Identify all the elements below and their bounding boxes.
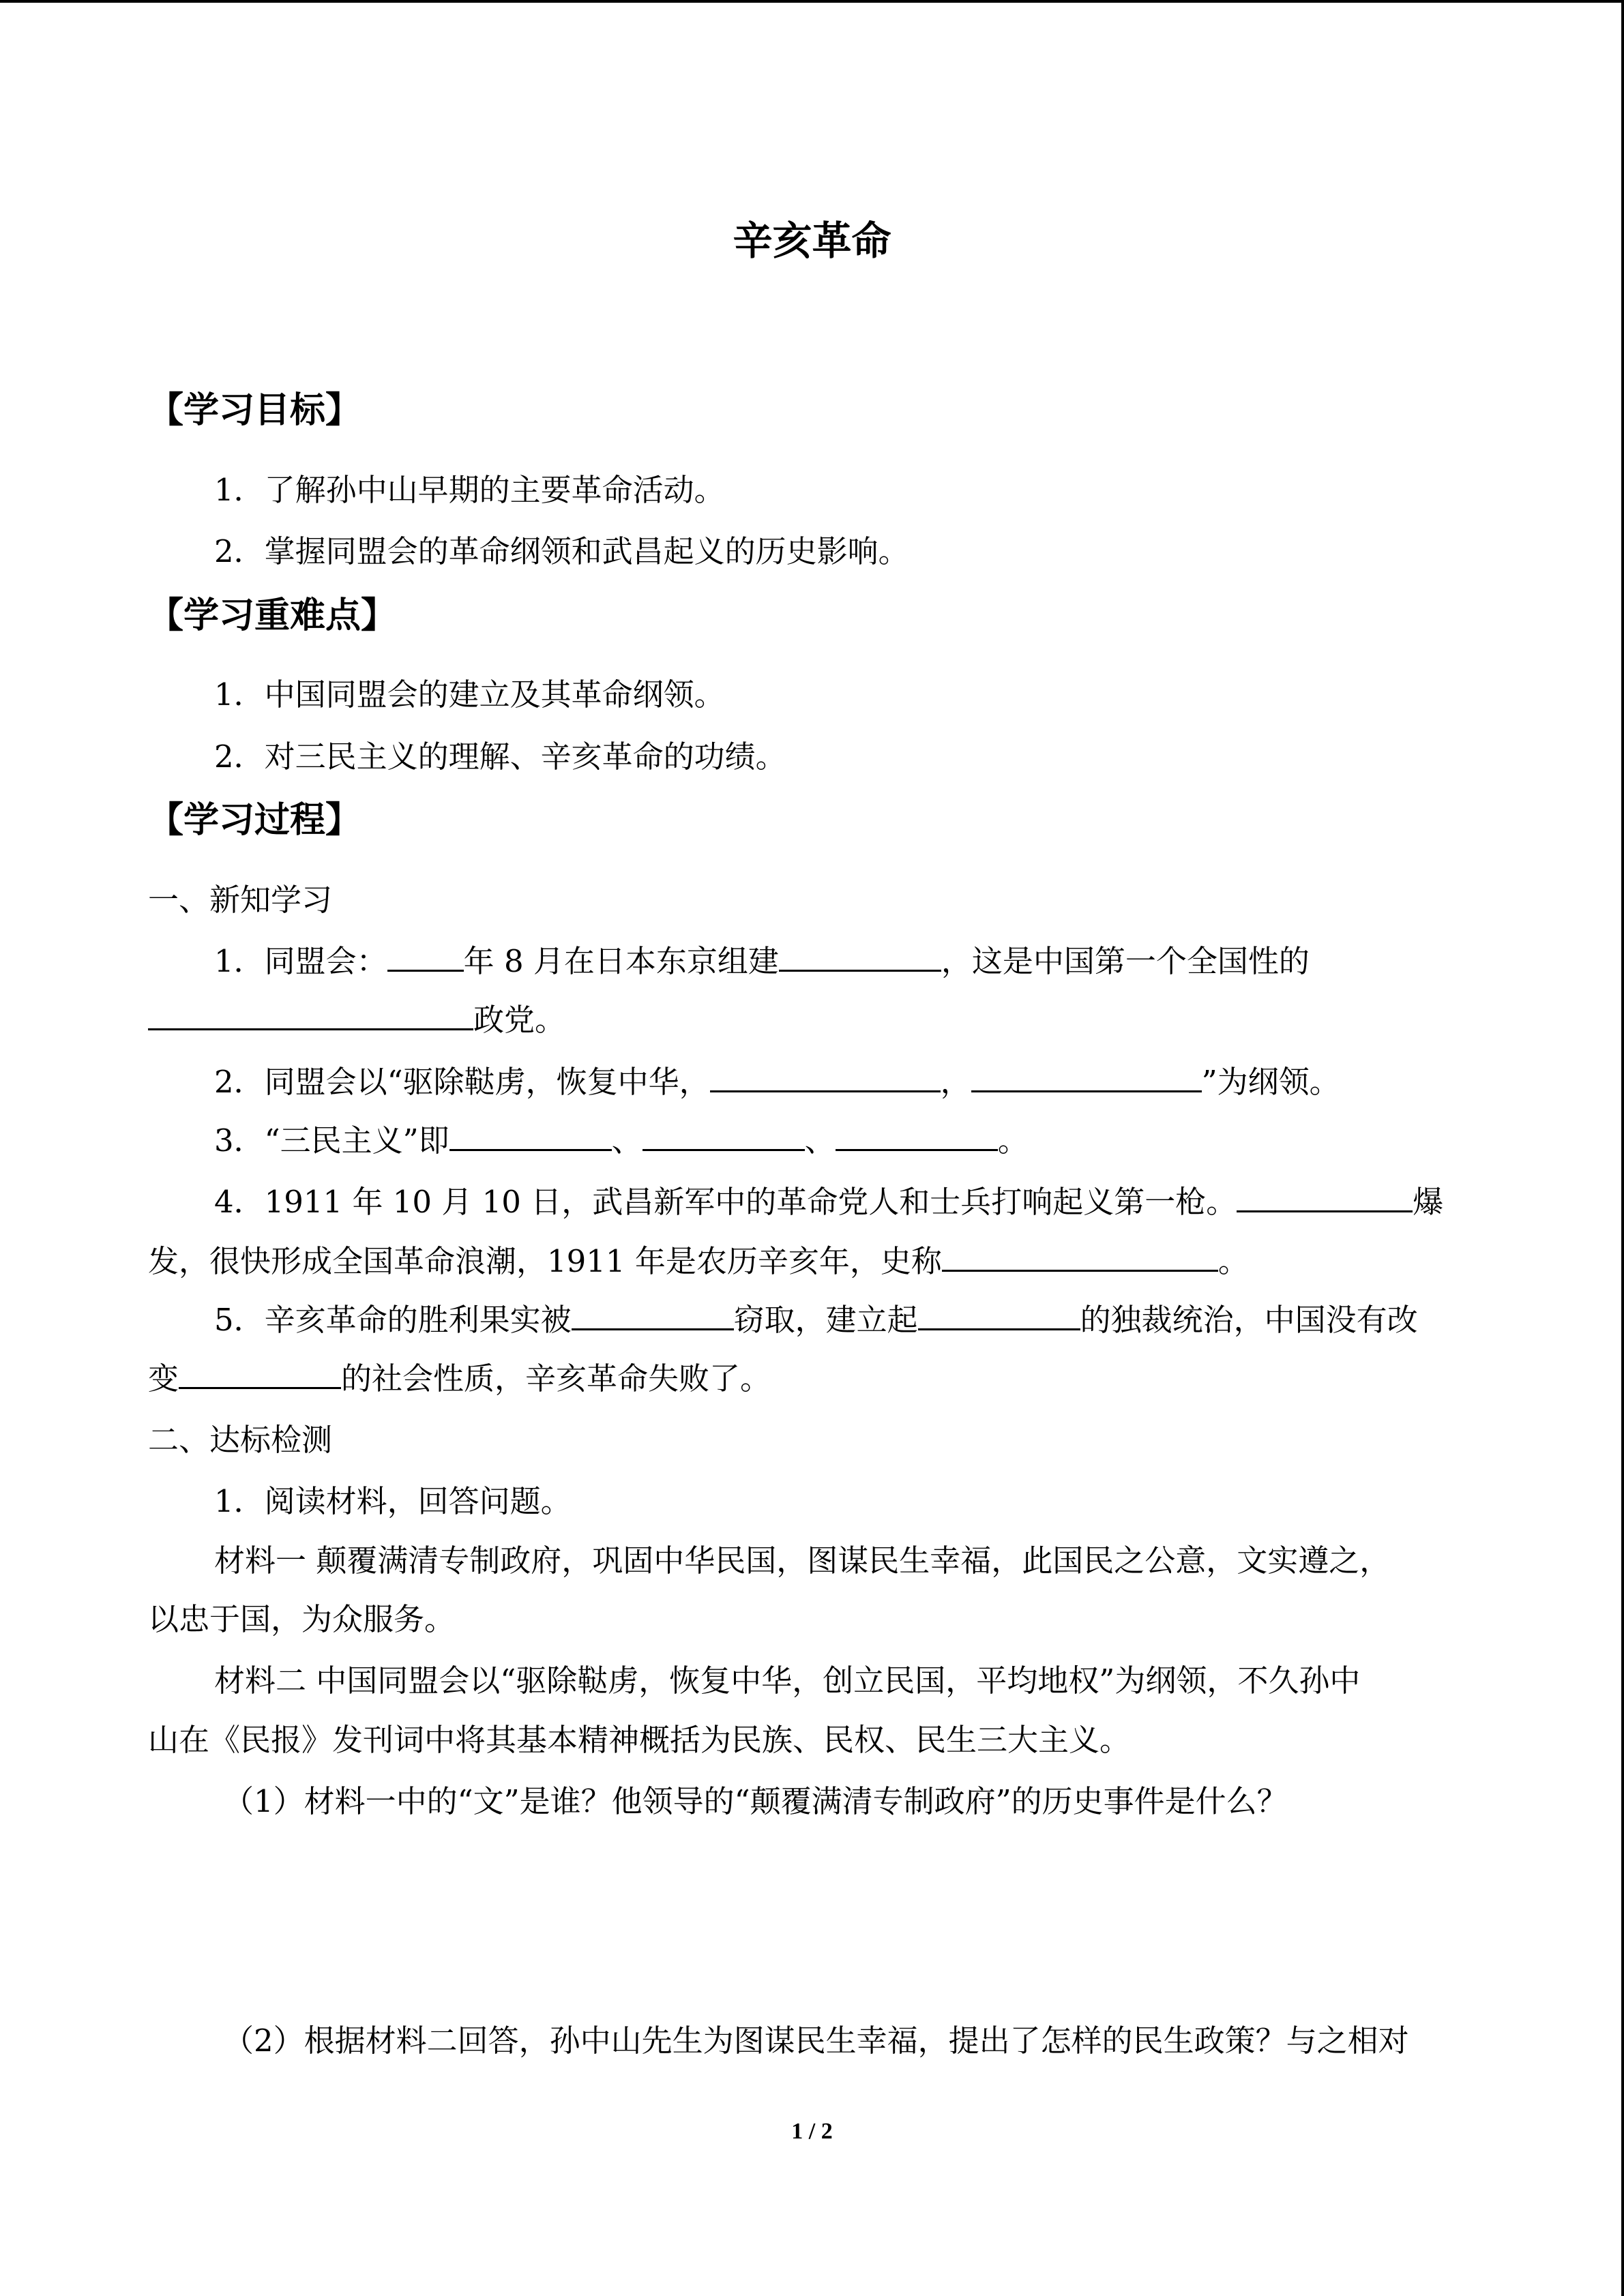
q4-text: 4．1911 年 10 月 10 日，武昌新军中的革命党人和士兵打响起义第一枪。: [214, 1184, 1237, 1220]
question-1-line-1: [214, 942, 1310, 981]
keypoint-item: 2．对三民主义的理解、辛亥革命的功绩。: [214, 739, 786, 775]
fill-blank[interactable]: [179, 1360, 341, 1389]
q5-text: 变: [148, 1360, 179, 1397]
fill-blank[interactable]: [779, 942, 941, 972]
question-3: [214, 1121, 1029, 1161]
fill-blank[interactable]: [1237, 1183, 1413, 1212]
question-2: [214, 1062, 1340, 1102]
heading-key-points: 【学习重难点】: [148, 595, 397, 636]
material-1-line-2: 以忠于国，为众服务。: [148, 1601, 456, 1637]
question-4-line-1: [214, 1182, 1443, 1222]
q1-text: 政党。: [473, 1002, 566, 1038]
q5-text: 5．辛亥革命的胜利果实被: [214, 1302, 572, 1338]
fill-blank[interactable]: [148, 1001, 473, 1030]
q3-text: 、: [611, 1122, 643, 1159]
part1-heading: 一、新知学习: [148, 882, 333, 918]
material-2-line-1: 材料二 中国同盟会以“驱除鞑虏，恢复中华，创立民国，平均地权”为纲领，不久孙中: [214, 1663, 1361, 1699]
fill-blank[interactable]: [942, 1242, 1218, 1272]
goal-item: 2．掌握同盟会的革命纲领和武昌起义的历史影响。: [214, 533, 909, 569]
fill-blank[interactable]: [643, 1122, 805, 1151]
material-1-line-1: 材料一 颠覆满清专制政府，巩固中华民国，图谋民生幸福，此国民之公意，文实遵之，: [214, 1542, 1391, 1579]
q3-text: 3．“三民主义”即: [214, 1122, 449, 1159]
q5-text: 的社会性质，辛亥革命失败了。: [341, 1360, 771, 1397]
q4-text: 发，很快形成全国革命浪潮，1911 年是农历辛亥年，史称: [148, 1243, 942, 1279]
fill-blank[interactable]: [971, 1063, 1202, 1092]
q5-text: 的独裁统治，中国没有改: [1080, 1302, 1418, 1338]
q3-text: 。: [997, 1122, 1029, 1159]
question-5-line-1: [214, 1300, 1418, 1340]
goal-item: 1．了解孙中山早期的主要革命活动。: [214, 472, 725, 508]
page-number: 1 / 2: [791, 2119, 833, 2144]
keypoint-item: 1．中国同盟会的建立及其革命纲领。: [214, 676, 725, 713]
q5-text: 窃取，建立起: [733, 1302, 918, 1338]
part2-heading: 二、达标检测: [148, 1422, 333, 1458]
fill-blank[interactable]: [449, 1122, 612, 1151]
q2-text: 2．同盟会以“驱除鞑虏，恢复中华，: [214, 1064, 710, 1100]
q4-text: 。: [1217, 1243, 1249, 1279]
fill-blank[interactable]: [836, 1122, 998, 1151]
question-4-line-2: [148, 1242, 1249, 1281]
q2-text: ”为纲领。: [1201, 1064, 1340, 1100]
q1-text: 1．同盟会：: [214, 943, 387, 979]
material-2-line-2: 山在《民报》发刊词中将其基本精神概括为民族、民权、民生三大主义。: [148, 1722, 1131, 1758]
page-title: 辛亥革命: [733, 218, 891, 264]
page-border-right: [1621, 0, 1624, 2296]
fill-blank[interactable]: [387, 942, 464, 972]
q4-text: 爆: [1413, 1184, 1444, 1220]
q1-text: ，这是中国第一个全国性的: [941, 943, 1310, 979]
heading-learning-goals: 【学习目标】: [148, 389, 361, 431]
q1-text: 年 8 月在日本东京组建: [463, 943, 779, 979]
fill-blank[interactable]: [572, 1301, 734, 1330]
fill-blank[interactable]: [918, 1301, 1080, 1330]
question-5-line-2: [148, 1359, 771, 1399]
sub-question-2: （2）根据材料二回答，孙中山先生为图谋民生幸福，提出了怎样的民生政策？与之相对: [223, 2023, 1409, 2059]
q2-text: ，: [940, 1064, 971, 1100]
sub-question-1: （1）材料一中的“文”是谁？他领导的“颠覆满清专制政府”的历史事件是什么？: [223, 1783, 1288, 1819]
exercise-1: 1．阅读材料，回答问题。: [214, 1483, 572, 1519]
document-page: [148, 0, 1476, 2296]
heading-learning-process: 【学习过程】: [148, 799, 361, 841]
question-1-line-2: [148, 1000, 565, 1040]
q3-text: 、: [804, 1122, 836, 1159]
fill-blank[interactable]: [710, 1063, 941, 1092]
